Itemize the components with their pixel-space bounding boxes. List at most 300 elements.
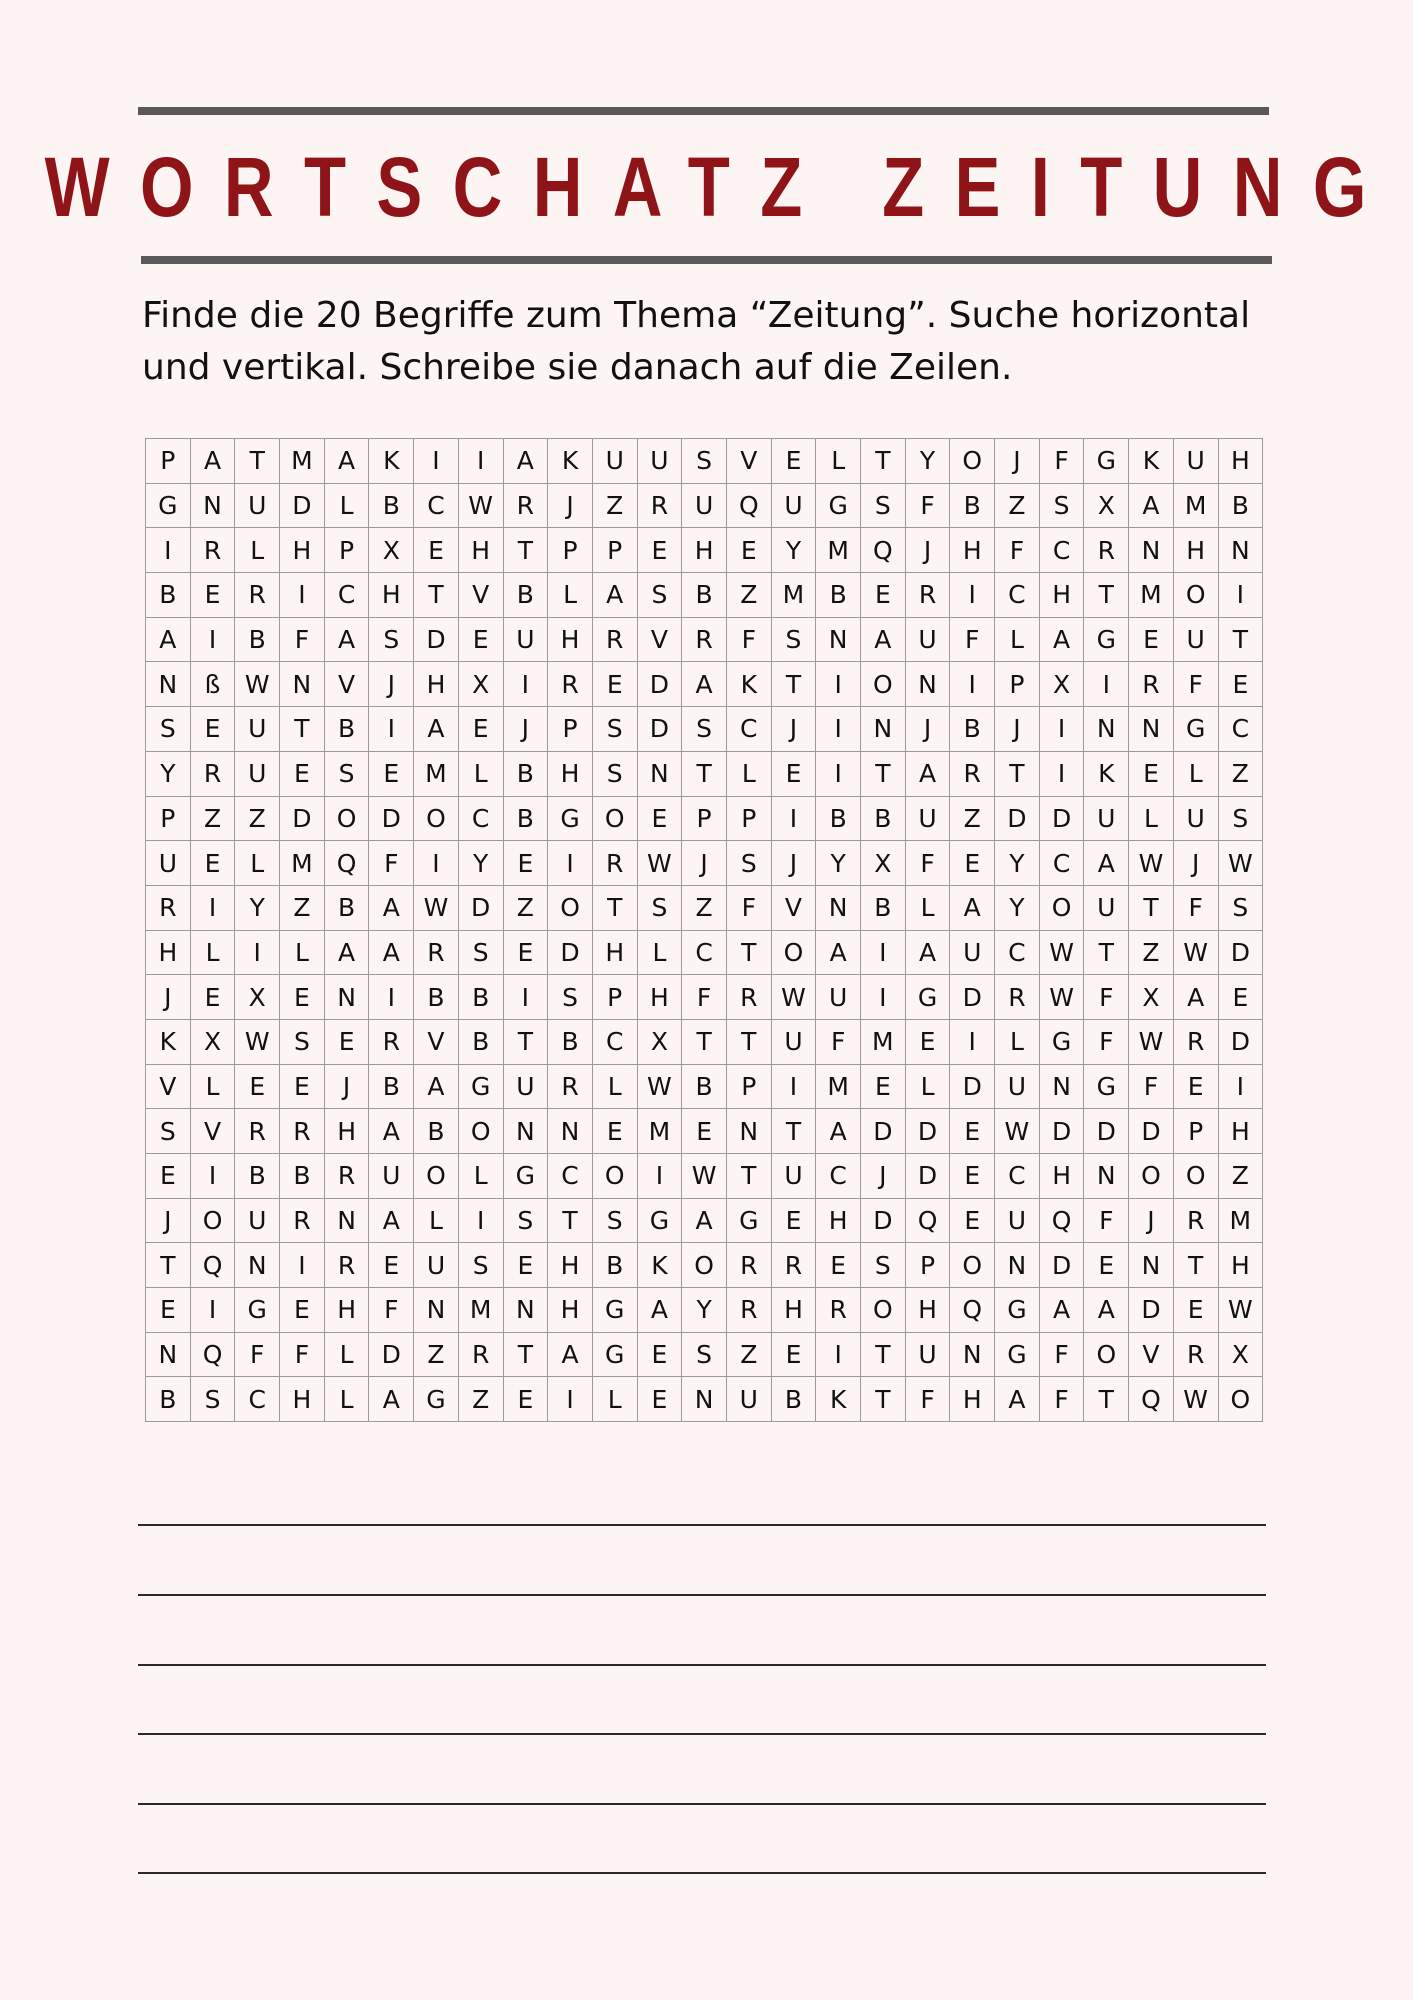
grid-cell[interactable]: C <box>995 1154 1040 1199</box>
grid-cell[interactable]: O <box>1173 1154 1218 1199</box>
grid-cell[interactable]: L <box>995 617 1040 662</box>
grid-cell[interactable]: U <box>816 975 861 1020</box>
grid-cell[interactable]: B <box>146 573 191 618</box>
grid-cell[interactable]: B <box>503 573 548 618</box>
grid-cell[interactable]: J <box>1129 1198 1174 1243</box>
grid-cell[interactable]: S <box>280 1019 325 1064</box>
grid-cell[interactable]: D <box>1129 1288 1174 1333</box>
grid-cell[interactable]: N <box>1129 528 1174 573</box>
grid-cell[interactable]: E <box>458 617 503 662</box>
grid-cell[interactable]: O <box>414 1154 459 1199</box>
grid-cell[interactable]: U <box>503 617 548 662</box>
grid-cell[interactable]: H <box>771 1288 816 1333</box>
grid-cell[interactable]: I <box>190 617 235 662</box>
grid-cell[interactable]: E <box>146 1288 191 1333</box>
grid-cell[interactable]: S <box>682 707 727 752</box>
grid-cell[interactable]: J <box>369 662 414 707</box>
grid-cell[interactable]: H <box>950 1377 995 1422</box>
grid-cell[interactable]: D <box>1039 1109 1084 1154</box>
grid-cell[interactable]: D <box>548 930 593 975</box>
grid-cell[interactable]: O <box>324 796 369 841</box>
grid-cell[interactable]: Y <box>905 439 950 484</box>
grid-cell[interactable]: E <box>503 1377 548 1422</box>
grid-cell[interactable]: I <box>414 439 459 484</box>
grid-cell[interactable]: X <box>458 662 503 707</box>
grid-cell[interactable]: B <box>146 1377 191 1422</box>
grid-cell[interactable]: T <box>861 1332 906 1377</box>
grid-cell[interactable]: W <box>235 1019 280 1064</box>
answer-line-2[interactable] <box>138 1594 1266 1596</box>
grid-cell[interactable]: N <box>1039 1064 1084 1109</box>
grid-cell[interactable]: S <box>682 1332 727 1377</box>
grid-cell[interactable]: J <box>548 483 593 528</box>
grid-cell[interactable]: N <box>414 1288 459 1333</box>
grid-cell[interactable]: E <box>1218 662 1263 707</box>
grid-cell[interactable]: D <box>1039 796 1084 841</box>
grid-cell[interactable]: F <box>905 841 950 886</box>
grid-cell[interactable]: W <box>1129 841 1174 886</box>
grid-cell[interactable]: O <box>548 885 593 930</box>
grid-cell[interactable]: H <box>548 617 593 662</box>
grid-cell[interactable]: F <box>1084 1198 1129 1243</box>
grid-cell[interactable]: N <box>1129 1243 1174 1288</box>
grid-cell[interactable]: I <box>146 528 191 573</box>
grid-cell[interactable]: B <box>771 1377 816 1422</box>
grid-cell[interactable]: J <box>771 841 816 886</box>
grid-cell[interactable]: O <box>682 1243 727 1288</box>
grid-cell[interactable]: Z <box>682 885 727 930</box>
grid-cell[interactable]: R <box>1084 528 1129 573</box>
grid-cell[interactable]: L <box>905 1064 950 1109</box>
grid-cell[interactable]: N <box>816 885 861 930</box>
grid-cell[interactable]: K <box>637 1243 682 1288</box>
grid-cell[interactable]: H <box>905 1288 950 1333</box>
grid-cell[interactable]: U <box>771 483 816 528</box>
grid-cell[interactable]: G <box>816 483 861 528</box>
grid-cell[interactable]: B <box>548 1019 593 1064</box>
grid-cell[interactable]: D <box>414 617 459 662</box>
grid-cell[interactable]: B <box>861 796 906 841</box>
grid-cell[interactable]: C <box>548 1154 593 1199</box>
grid-cell[interactable]: Y <box>995 841 1040 886</box>
grid-cell[interactable]: M <box>861 1019 906 1064</box>
grid-cell[interactable]: E <box>1173 1064 1218 1109</box>
grid-cell[interactable]: K <box>146 1019 191 1064</box>
grid-cell[interactable]: T <box>1084 1377 1129 1422</box>
grid-cell[interactable]: L <box>905 885 950 930</box>
grid-cell[interactable]: E <box>592 662 637 707</box>
grid-cell[interactable]: O <box>771 930 816 975</box>
grid-cell[interactable]: R <box>458 1332 503 1377</box>
grid-cell[interactable]: E <box>771 1198 816 1243</box>
grid-cell[interactable]: E <box>726 528 771 573</box>
grid-cell[interactable]: U <box>726 1377 771 1422</box>
grid-cell[interactable]: M <box>1173 483 1218 528</box>
grid-cell[interactable]: L <box>324 1332 369 1377</box>
grid-cell[interactable]: R <box>592 617 637 662</box>
grid-cell[interactable]: T <box>146 1243 191 1288</box>
grid-cell[interactable]: B <box>414 1109 459 1154</box>
grid-cell[interactable]: B <box>324 707 369 752</box>
grid-cell[interactable]: E <box>503 841 548 886</box>
grid-cell[interactable]: T <box>1218 617 1263 662</box>
grid-cell[interactable]: Q <box>861 528 906 573</box>
grid-cell[interactable]: B <box>682 1064 727 1109</box>
grid-cell[interactable]: N <box>503 1109 548 1154</box>
grid-cell[interactable]: E <box>458 707 503 752</box>
grid-cell[interactable]: E <box>280 1288 325 1333</box>
grid-cell[interactable]: Z <box>1218 751 1263 796</box>
grid-cell[interactable]: Z <box>190 796 235 841</box>
grid-cell[interactable]: H <box>146 930 191 975</box>
grid-cell[interactable]: L <box>995 1019 1040 1064</box>
grid-cell[interactable]: H <box>1218 1243 1263 1288</box>
grid-cell[interactable]: S <box>324 751 369 796</box>
grid-cell[interactable]: X <box>1218 1332 1263 1377</box>
grid-cell[interactable]: A <box>324 930 369 975</box>
grid-cell[interactable]: D <box>369 1332 414 1377</box>
grid-cell[interactable]: A <box>414 707 459 752</box>
grid-cell[interactable]: Y <box>682 1288 727 1333</box>
grid-cell[interactable]: E <box>637 528 682 573</box>
grid-cell[interactable]: W <box>1039 930 1084 975</box>
grid-cell[interactable]: T <box>771 662 816 707</box>
grid-cell[interactable]: H <box>369 573 414 618</box>
grid-cell[interactable]: Z <box>592 483 637 528</box>
grid-cell[interactable]: K <box>1084 751 1129 796</box>
grid-cell[interactable]: I <box>369 707 414 752</box>
grid-cell[interactable]: F <box>1039 439 1084 484</box>
grid-cell[interactable]: O <box>950 1243 995 1288</box>
grid-cell[interactable]: H <box>414 662 459 707</box>
grid-cell[interactable]: C <box>1218 707 1263 752</box>
grid-cell[interactable]: E <box>369 1243 414 1288</box>
grid-cell[interactable]: N <box>146 662 191 707</box>
grid-cell[interactable]: N <box>235 1243 280 1288</box>
grid-cell[interactable]: F <box>1084 1019 1129 1064</box>
grid-cell[interactable]: C <box>682 930 727 975</box>
grid-cell[interactable]: I <box>190 885 235 930</box>
grid-cell[interactable]: P <box>682 796 727 841</box>
grid-cell[interactable]: L <box>324 483 369 528</box>
grid-cell[interactable]: R <box>235 573 280 618</box>
grid-cell[interactable]: R <box>950 751 995 796</box>
grid-cell[interactable]: U <box>771 1019 816 1064</box>
grid-cell[interactable]: B <box>816 796 861 841</box>
grid-cell[interactable]: R <box>280 1109 325 1154</box>
grid-cell[interactable]: N <box>637 751 682 796</box>
grid-cell[interactable]: G <box>1084 617 1129 662</box>
grid-cell[interactable]: H <box>1218 439 1263 484</box>
grid-cell[interactable]: J <box>861 1154 906 1199</box>
grid-cell[interactable]: Z <box>995 483 1040 528</box>
grid-cell[interactable]: J <box>682 841 727 886</box>
grid-cell[interactable]: F <box>1173 662 1218 707</box>
grid-cell[interactable]: T <box>1129 885 1174 930</box>
grid-cell[interactable]: T <box>995 751 1040 796</box>
grid-cell[interactable]: S <box>592 1198 637 1243</box>
grid-cell[interactable]: T <box>414 573 459 618</box>
grid-cell[interactable]: D <box>637 707 682 752</box>
grid-cell[interactable]: L <box>324 1377 369 1422</box>
grid-cell[interactable]: H <box>280 1377 325 1422</box>
grid-cell[interactable]: D <box>995 796 1040 841</box>
grid-cell[interactable]: C <box>235 1377 280 1422</box>
grid-cell[interactable]: G <box>1084 439 1129 484</box>
grid-cell[interactable]: E <box>280 751 325 796</box>
grid-cell[interactable]: E <box>1084 1243 1129 1288</box>
grid-cell[interactable]: W <box>995 1109 1040 1154</box>
grid-cell[interactable]: O <box>458 1109 503 1154</box>
grid-cell[interactable]: S <box>1218 885 1263 930</box>
grid-cell[interactable]: R <box>637 483 682 528</box>
grid-cell[interactable]: Z <box>726 573 771 618</box>
grid-cell[interactable]: U <box>905 796 950 841</box>
grid-cell[interactable]: E <box>771 1332 816 1377</box>
grid-cell[interactable]: U <box>369 1154 414 1199</box>
grid-cell[interactable]: I <box>950 1019 995 1064</box>
grid-cell[interactable]: N <box>324 975 369 1020</box>
grid-cell[interactable]: H <box>637 975 682 1020</box>
grid-cell[interactable]: H <box>548 751 593 796</box>
grid-cell[interactable]: Z <box>458 1377 503 1422</box>
grid-cell[interactable]: B <box>324 885 369 930</box>
grid-cell[interactable]: F <box>816 1019 861 1064</box>
grid-cell[interactable]: F <box>280 617 325 662</box>
grid-cell[interactable]: I <box>458 439 503 484</box>
grid-cell[interactable]: P <box>548 707 593 752</box>
grid-cell[interactable]: B <box>414 975 459 1020</box>
grid-cell[interactable]: I <box>1039 707 1084 752</box>
grid-cell[interactable]: I <box>816 662 861 707</box>
grid-cell[interactable]: S <box>682 439 727 484</box>
grid-cell[interactable]: F <box>369 1288 414 1333</box>
grid-cell[interactable]: U <box>1173 439 1218 484</box>
grid-cell[interactable]: W <box>1173 1377 1218 1422</box>
grid-cell[interactable]: R <box>369 1019 414 1064</box>
grid-cell[interactable]: E <box>950 1154 995 1199</box>
grid-cell[interactable]: S <box>861 483 906 528</box>
grid-cell[interactable]: N <box>324 1198 369 1243</box>
grid-cell[interactable]: H <box>1173 528 1218 573</box>
grid-cell[interactable]: X <box>369 528 414 573</box>
grid-cell[interactable]: R <box>280 1198 325 1243</box>
grid-cell[interactable]: Q <box>950 1288 995 1333</box>
grid-cell[interactable]: C <box>414 483 459 528</box>
grid-cell[interactable]: R <box>726 975 771 1020</box>
grid-cell[interactable]: R <box>1129 662 1174 707</box>
grid-cell[interactable]: A <box>1084 1288 1129 1333</box>
grid-cell[interactable]: G <box>726 1198 771 1243</box>
grid-cell[interactable]: R <box>726 1243 771 1288</box>
grid-cell[interactable]: T <box>726 1154 771 1199</box>
grid-cell[interactable]: C <box>726 707 771 752</box>
grid-cell[interactable]: F <box>235 1332 280 1377</box>
grid-cell[interactable]: B <box>1218 483 1263 528</box>
grid-cell[interactable]: T <box>682 751 727 796</box>
grid-cell[interactable]: B <box>503 751 548 796</box>
grid-cell[interactable]: C <box>995 930 1040 975</box>
grid-cell[interactable]: E <box>861 1064 906 1109</box>
grid-cell[interactable]: D <box>280 483 325 528</box>
grid-cell[interactable]: P <box>324 528 369 573</box>
grid-cell[interactable]: A <box>369 1198 414 1243</box>
grid-cell[interactable]: L <box>592 1064 637 1109</box>
grid-cell[interactable]: O <box>1039 885 1084 930</box>
grid-cell[interactable]: S <box>458 1243 503 1288</box>
grid-cell[interactable]: N <box>1218 528 1263 573</box>
grid-cell[interactable]: T <box>726 1019 771 1064</box>
grid-cell[interactable]: K <box>726 662 771 707</box>
grid-cell[interactable]: V <box>1129 1332 1174 1377</box>
grid-cell[interactable]: J <box>771 707 816 752</box>
grid-cell[interactable]: X <box>1129 975 1174 1020</box>
grid-cell[interactable]: Z <box>414 1332 459 1377</box>
grid-cell[interactable]: G <box>458 1064 503 1109</box>
grid-cell[interactable]: J <box>995 707 1040 752</box>
grid-cell[interactable]: U <box>905 1332 950 1377</box>
grid-cell[interactable]: I <box>190 1154 235 1199</box>
grid-cell[interactable]: A <box>637 1288 682 1333</box>
grid-cell[interactable]: A <box>1084 841 1129 886</box>
grid-cell[interactable]: Z <box>503 885 548 930</box>
grid-cell[interactable]: M <box>1218 1198 1263 1243</box>
grid-cell[interactable]: A <box>324 439 369 484</box>
grid-cell[interactable]: E <box>861 573 906 618</box>
grid-cell[interactable]: A <box>503 439 548 484</box>
grid-cell[interactable]: M <box>771 573 816 618</box>
grid-cell[interactable]: U <box>1173 617 1218 662</box>
grid-cell[interactable]: N <box>682 1377 727 1422</box>
grid-cell[interactable]: N <box>280 662 325 707</box>
grid-cell[interactable]: T <box>682 1019 727 1064</box>
grid-cell[interactable]: Y <box>458 841 503 886</box>
grid-cell[interactable]: E <box>280 975 325 1020</box>
grid-cell[interactable]: B <box>503 796 548 841</box>
grid-cell[interactable]: F <box>1084 975 1129 1020</box>
grid-cell[interactable]: U <box>950 930 995 975</box>
grid-cell[interactable]: D <box>861 1109 906 1154</box>
grid-cell[interactable]: S <box>146 1109 191 1154</box>
grid-cell[interactable]: N <box>503 1288 548 1333</box>
grid-cell[interactable]: O <box>592 1154 637 1199</box>
grid-cell[interactable]: O <box>861 662 906 707</box>
grid-cell[interactable]: U <box>146 841 191 886</box>
grid-cell[interactable]: W <box>637 841 682 886</box>
grid-cell[interactable]: I <box>548 1377 593 1422</box>
grid-cell[interactable]: G <box>1039 1019 1084 1064</box>
grid-cell[interactable]: V <box>146 1064 191 1109</box>
grid-cell[interactable]: G <box>414 1377 459 1422</box>
grid-cell[interactable]: O <box>1218 1377 1263 1422</box>
grid-cell[interactable]: D <box>1039 1243 1084 1288</box>
grid-cell[interactable]: H <box>1039 1154 1084 1199</box>
grid-cell[interactable]: X <box>637 1019 682 1064</box>
grid-cell[interactable]: R <box>548 662 593 707</box>
grid-cell[interactable]: ß <box>190 662 235 707</box>
grid-cell[interactable]: G <box>637 1198 682 1243</box>
grid-cell[interactable]: A <box>1173 975 1218 1020</box>
grid-cell[interactable]: U <box>592 439 637 484</box>
grid-cell[interactable]: Y <box>235 885 280 930</box>
grid-cell[interactable]: G <box>503 1154 548 1199</box>
grid-cell[interactable]: P <box>905 1243 950 1288</box>
grid-cell[interactable]: E <box>950 1198 995 1243</box>
grid-cell[interactable]: T <box>503 1332 548 1377</box>
grid-cell[interactable]: U <box>503 1064 548 1109</box>
grid-cell[interactable]: D <box>861 1198 906 1243</box>
grid-cell[interactable]: S <box>503 1198 548 1243</box>
grid-cell[interactable]: C <box>592 1019 637 1064</box>
grid-cell[interactable]: N <box>548 1109 593 1154</box>
grid-cell[interactable]: O <box>950 439 995 484</box>
grid-cell[interactable]: Z <box>726 1332 771 1377</box>
grid-cell[interactable]: I <box>950 662 995 707</box>
grid-cell[interactable]: U <box>905 617 950 662</box>
grid-cell[interactable]: A <box>324 617 369 662</box>
grid-cell[interactable]: E <box>369 751 414 796</box>
grid-cell[interactable]: R <box>548 1064 593 1109</box>
grid-cell[interactable]: S <box>592 707 637 752</box>
grid-cell[interactable]: Q <box>190 1332 235 1377</box>
grid-cell[interactable]: J <box>995 439 1040 484</box>
grid-cell[interactable]: P <box>592 975 637 1020</box>
grid-cell[interactable]: D <box>369 796 414 841</box>
grid-cell[interactable]: S <box>1218 796 1263 841</box>
grid-cell[interactable]: I <box>771 796 816 841</box>
grid-cell[interactable]: E <box>235 1064 280 1109</box>
grid-cell[interactable]: H <box>1218 1109 1263 1154</box>
grid-cell[interactable]: X <box>235 975 280 1020</box>
grid-cell[interactable]: W <box>414 885 459 930</box>
grid-cell[interactable]: F <box>1129 1064 1174 1109</box>
grid-cell[interactable]: D <box>1218 930 1263 975</box>
grid-cell[interactable]: H <box>816 1198 861 1243</box>
grid-cell[interactable]: N <box>146 1332 191 1377</box>
grid-cell[interactable]: W <box>1173 930 1218 975</box>
grid-cell[interactable]: I <box>235 930 280 975</box>
grid-cell[interactable]: L <box>280 930 325 975</box>
grid-cell[interactable]: E <box>637 1377 682 1422</box>
grid-cell[interactable]: A <box>1129 483 1174 528</box>
grid-cell[interactable]: N <box>950 1332 995 1377</box>
grid-cell[interactable]: Z <box>1218 1154 1263 1199</box>
grid-cell[interactable]: E <box>190 707 235 752</box>
grid-cell[interactable]: R <box>146 885 191 930</box>
grid-cell[interactable]: I <box>1218 1064 1263 1109</box>
grid-cell[interactable]: A <box>861 617 906 662</box>
grid-cell[interactable]: N <box>1129 707 1174 752</box>
grid-cell[interactable]: E <box>1173 1288 1218 1333</box>
grid-cell[interactable]: F <box>369 841 414 886</box>
grid-cell[interactable]: D <box>280 796 325 841</box>
grid-cell[interactable]: D <box>950 975 995 1020</box>
grid-cell[interactable]: P <box>146 439 191 484</box>
answer-line-3[interactable] <box>138 1664 1266 1666</box>
grid-cell[interactable]: I <box>637 1154 682 1199</box>
grid-cell[interactable]: D <box>950 1064 995 1109</box>
grid-cell[interactable]: L <box>548 573 593 618</box>
grid-cell[interactable]: E <box>190 841 235 886</box>
grid-cell[interactable]: I <box>816 751 861 796</box>
grid-cell[interactable]: E <box>950 1109 995 1154</box>
grid-cell[interactable]: G <box>905 975 950 1020</box>
grid-cell[interactable]: I <box>771 1064 816 1109</box>
grid-cell[interactable]: F <box>950 617 995 662</box>
grid-cell[interactable]: A <box>995 1377 1040 1422</box>
grid-cell[interactable]: C <box>1039 528 1084 573</box>
grid-cell[interactable]: R <box>592 841 637 886</box>
